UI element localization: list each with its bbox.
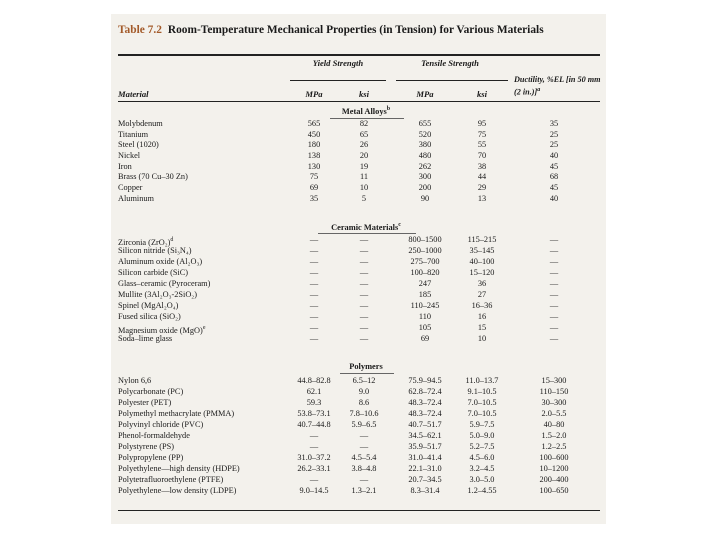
cell-tensile-ksi: 15–120 — [469, 267, 495, 277]
cell-tensile-ksi: 95 — [477, 119, 487, 128]
cell-material: Spinel (MgAl₂O₄) — [118, 300, 179, 310]
cell-ductility: 35 — [549, 119, 559, 128]
cell-tensile-mpa: 380 — [418, 140, 432, 150]
cell-tensile-ksi: 4.5–6.0 — [469, 452, 495, 462]
header-bottom-rule — [118, 101, 600, 102]
cell-ductility: 100–650 — [539, 485, 569, 495]
cell-yield-ksi: — — [359, 256, 369, 266]
cell-material: Polytetrafluoroethylene (PTFE) — [118, 474, 224, 484]
tensile-mpa-header: MPa — [416, 89, 434, 99]
cell-material: Aluminum oxide (Al₂O₃) — [118, 256, 203, 266]
cell-material: Mullite (3Al₂O₃-2SiO₂) — [118, 289, 197, 299]
cell-yield-ksi: — — [359, 267, 369, 277]
cell-material: Glass–ceramic (Pyroceram) — [118, 278, 211, 288]
cell-ductility: — — [549, 235, 559, 244]
cell-tensile-ksi: 38 — [477, 161, 487, 171]
cell-material: Copper — [118, 182, 143, 192]
cell-material: Aluminum — [118, 193, 154, 203]
section-title-metals — [296, 106, 436, 116]
table-row — [118, 398, 600, 409]
cell-ductility: — — [549, 245, 559, 255]
cell-ductility: 10–1200 — [539, 463, 569, 473]
cell-material: Molybdenum — [118, 119, 163, 128]
cell-yield-ksi: 6.5–12 — [352, 376, 376, 385]
cell-material: Titanium — [118, 129, 149, 139]
cell-material: Polyethylene—high density (HDPE) — [118, 463, 240, 473]
section-title-polymers — [296, 362, 436, 371]
polymers-rule — [340, 373, 394, 374]
cell-yield-mpa: 62.1 — [306, 386, 322, 396]
cell-tensile-mpa: 22.1–31.0 — [408, 463, 442, 473]
cell-yield-ksi: 4.5–5.4 — [351, 452, 377, 462]
cell-yield-mpa: 130 — [307, 161, 321, 171]
cell-yield-mpa: — — [309, 430, 319, 440]
cell-yield-mpa: 59.3 — [306, 397, 322, 407]
cell-yield-mpa: 40.7–44.8 — [297, 419, 331, 429]
cell-yield-ksi: 9.0 — [358, 386, 370, 396]
cell-tensile-mpa: 200 — [418, 182, 432, 192]
cell-tensile-mpa: 48.3–72.4 — [408, 397, 442, 407]
ceramics-rule — [318, 233, 416, 234]
cell-yield-ksi: — — [359, 235, 369, 244]
cell-ductility: — — [549, 289, 559, 299]
cell-yield-ksi: 65 — [359, 129, 369, 139]
table-row — [118, 257, 600, 268]
table-row — [118, 420, 600, 431]
cell-tensile-ksi: 75 — [477, 129, 487, 139]
cell-tensile-ksi: 55 — [477, 140, 487, 150]
tensile-rule — [396, 80, 508, 81]
cell-tensile-mpa: 105 — [418, 322, 432, 332]
cell-yield-mpa: 44.8–82.8 — [297, 376, 331, 385]
cell-ductility: 110–150 — [539, 386, 569, 396]
cell-material: Polymethyl methacrylate (PMMA) — [118, 408, 235, 418]
cell-tensile-ksi: 3.2–4.5 — [469, 463, 495, 473]
cell-tensile-mpa: 185 — [418, 289, 432, 299]
cell-yield-mpa: — — [309, 322, 319, 332]
table-row — [118, 376, 600, 387]
cell-material: Soda–lime glass — [118, 333, 173, 343]
cell-tensile-ksi: 11.0–13.7 — [465, 376, 499, 385]
cell-tensile-mpa: 35.9–51.7 — [408, 441, 442, 451]
ductility-footnote-mark: a — [537, 87, 541, 93]
cell-ductility: 30–300 — [541, 397, 567, 407]
cell-tensile-ksi: 35–145 — [469, 245, 495, 255]
table-row — [118, 453, 600, 464]
cell-yield-mpa: — — [309, 311, 319, 321]
cell-ductility: 68 — [549, 172, 559, 182]
cell-ductility: — — [549, 267, 559, 277]
cell-yield-mpa: 450 — [307, 129, 321, 139]
cell-ductility: — — [549, 278, 559, 288]
table-row — [118, 162, 600, 173]
table-row — [118, 464, 600, 475]
cell-yield-mpa: — — [309, 474, 319, 484]
section-ceramics-footnote-mark: c — [398, 222, 401, 228]
cell-tensile-mpa: 262 — [418, 161, 432, 171]
cell-material: Polycarbonate (PC) — [118, 386, 184, 396]
cell-ductility: 40 — [549, 150, 559, 160]
cell-material: Zirconia $(ZrO_2)^d$ — [118, 237, 174, 247]
cell-tensile-mpa: 247 — [418, 278, 432, 288]
section-title-ceramics-text: Ceramic Materials — [331, 222, 399, 232]
table-row — [118, 140, 600, 151]
cell-tensile-mpa: 655 — [418, 119, 432, 128]
cell-tensile-mpa: 62.8–72.4 — [408, 386, 442, 396]
cell-ductility: 25 — [549, 140, 559, 150]
cell-yield-mpa: 9.0–14.5 — [299, 485, 329, 495]
cell-ductility: 100–600 — [539, 452, 569, 462]
cell-tensile-ksi: 5.9–7.5 — [469, 419, 495, 429]
cell-tensile-mpa: 800–1500 — [408, 235, 442, 244]
cell-ductility: 1.2–2.5 — [541, 441, 567, 451]
table-row — [118, 268, 600, 279]
yield-rule — [290, 80, 386, 81]
cell-yield-mpa: 565 — [307, 119, 321, 128]
yield-mpa-header: MPa — [305, 89, 323, 99]
cell-tensile-ksi: 16 — [477, 311, 487, 321]
cell-material: Polypropylene (PP) — [118, 452, 184, 462]
cell-yield-mpa: — — [309, 235, 319, 244]
cell-ductility: 1.5–2.0 — [541, 430, 567, 440]
cell-yield-ksi: — — [359, 441, 369, 451]
cell-yield-ksi: 1.3–2.1 — [351, 485, 377, 495]
table-row — [118, 301, 600, 312]
table-caption — [118, 24, 598, 37]
cell-yield-ksi: 7.8–10.6 — [349, 408, 379, 418]
section-title-ceramics — [296, 222, 436, 232]
cell-tensile-mpa: 110–245 — [410, 300, 440, 310]
cell-tensile-mpa: 31.0–41.4 — [408, 452, 442, 462]
cell-yield-ksi: — — [359, 430, 369, 440]
cell-yield-mpa: — — [309, 278, 319, 288]
table-row — [118, 486, 600, 497]
cell-ductility: 25 — [549, 129, 559, 139]
cell-material: Silicon carbide (SiC) — [118, 267, 189, 277]
cell-yield-mpa: — — [309, 267, 319, 277]
cell-tensile-ksi: 44 — [477, 172, 487, 182]
cell-yield-mpa: — — [309, 245, 319, 255]
cell-material: Nickel — [118, 150, 141, 160]
cell-yield-ksi: 3.8–4.8 — [351, 463, 377, 473]
table-row — [118, 312, 600, 323]
cell-material: Polyvinyl chloride (PVC) — [118, 419, 204, 429]
table-row — [118, 151, 600, 162]
cell-tensile-mpa: 100–820 — [410, 267, 440, 277]
cell-yield-ksi: 10 — [359, 182, 369, 192]
cell-tensile-mpa: 8.3–31.4 — [410, 485, 440, 495]
material-header: Material — [118, 89, 149, 99]
table-row — [118, 442, 600, 453]
cell-yield-ksi: 5 — [361, 193, 367, 203]
cell-ductility: — — [549, 311, 559, 321]
tensile-ksi-header: ksi — [476, 89, 488, 99]
cell-ductility: — — [549, 300, 559, 310]
section-title-metals-text: Metal Alloys — [341, 106, 387, 116]
cell-tensile-mpa: 110 — [418, 311, 432, 321]
cell-tensile-mpa: 90 — [420, 193, 430, 203]
cell-material: Magnesium oxide (MgO)$^e$ — [118, 324, 206, 335]
cell-yield-mpa: 69 — [309, 182, 319, 192]
cell-ductility: 2.0–5.5 — [541, 408, 567, 418]
cell-ductility: — — [549, 256, 559, 266]
cell-tensile-mpa: 275–700 — [410, 256, 440, 266]
cell-yield-ksi: 11 — [360, 172, 368, 182]
cell-material: Steel (1020) — [118, 140, 159, 150]
cell-yield-mpa: 31.0–37.2 — [297, 452, 331, 462]
cell-ductility: 40 — [549, 193, 559, 203]
cell-material: Brass (70 Cu–30 Zn) — [118, 172, 188, 182]
section-title-polymers-text: Polymers — [349, 362, 383, 371]
tensile-strength-header: Tensile Strength — [421, 58, 479, 68]
cell-ductility: 15–300 — [541, 376, 567, 385]
footnote-mark: d — [170, 237, 174, 243]
cell-yield-mpa: — — [309, 300, 319, 310]
cell-material: Polystyrene (PS) — [118, 441, 175, 451]
table-row — [118, 290, 600, 301]
cell-material: Nylon 6,6 — [118, 376, 152, 385]
cell-yield-mpa: 35 — [309, 193, 319, 203]
yield-strength-header: Yield Strength — [312, 58, 364, 68]
cell-yield-ksi: 82 — [359, 119, 369, 128]
cell-material: Polyethylene—low density (LDPE) — [118, 485, 237, 495]
footnote-mark: e — [202, 324, 206, 331]
cell-tensile-ksi: 27 — [477, 289, 487, 299]
table-row — [118, 119, 600, 130]
caption-label: Table 7.2 — [118, 24, 162, 36]
ductility-header-text: Ductility, %EL [in 50 mm (2 in.)] — [514, 75, 601, 97]
cell-yield-ksi: 20 — [359, 150, 369, 160]
cell-yield-ksi: — — [359, 333, 369, 343]
table-row — [118, 172, 600, 183]
cell-yield-ksi: — — [359, 245, 369, 255]
yield-ksi-header: ksi — [358, 89, 370, 99]
top-rule — [118, 54, 600, 56]
cell-tensile-ksi: 16–36 — [471, 300, 493, 310]
cell-tensile-mpa: 75.9–94.5 — [408, 376, 442, 385]
cell-yield-ksi: — — [359, 311, 369, 321]
table-row — [118, 183, 600, 194]
cell-yield-ksi: 19 — [359, 161, 369, 171]
cell-tensile-ksi: 9.1–10.5 — [467, 386, 497, 396]
cell-tensile-mpa: 48.3–72.4 — [408, 408, 442, 418]
cell-ductility: 200–400 — [539, 474, 569, 484]
table-row — [118, 194, 600, 205]
cell-tensile-mpa: 520 — [418, 129, 432, 139]
cell-tensile-ksi: 5.2–7.5 — [469, 441, 495, 451]
cell-material: Fused silica (SiO₂) — [118, 311, 181, 321]
cell-yield-mpa: 138 — [307, 150, 321, 160]
cell-yield-ksi: 26 — [359, 140, 369, 150]
table-row — [118, 334, 600, 345]
cell-yield-ksi: — — [359, 300, 369, 310]
table-row — [118, 130, 600, 141]
cell-yield-ksi: 5.9–6.5 — [351, 419, 377, 429]
cell-material: Iron — [118, 161, 132, 171]
cell-yield-mpa: 180 — [307, 140, 321, 150]
cell-tensile-ksi: 13 — [477, 193, 487, 203]
caption-title: Room-Temperature Mechanical Properties (in Tension) for Various Materials — [167, 24, 544, 36]
cell-tensile-mpa: 20.7–34.5 — [408, 474, 442, 484]
cell-ductility: 45 — [549, 161, 559, 171]
cell-material: Polyester (PET) — [118, 397, 172, 407]
cell-yield-ksi: — — [359, 278, 369, 288]
table-row — [118, 431, 600, 442]
cell-tensile-ksi: 1.2–4.55 — [467, 485, 497, 495]
table-row — [118, 246, 600, 257]
table-row — [118, 409, 600, 420]
cell-tensile-mpa: 34.5–62.1 — [408, 430, 442, 440]
cell-tensile-ksi: 3.0–5.0 — [469, 474, 495, 484]
table-row — [118, 323, 600, 334]
cell-tensile-mpa: 40.7–51.7 — [408, 419, 442, 429]
cell-ductility: — — [549, 322, 559, 332]
cell-tensile-ksi: 7.0–10.5 — [467, 397, 497, 407]
cell-tensile-mpa: 480 — [418, 150, 432, 160]
cell-tensile-mpa: 69 — [420, 333, 430, 343]
cell-tensile-ksi: 15 — [477, 322, 487, 332]
cell-yield-ksi: — — [359, 289, 369, 299]
cell-material: Silicon nitride (Si₃N₄) — [118, 245, 192, 255]
table-row — [118, 387, 600, 398]
table-bottom-rule — [118, 510, 600, 511]
cell-material: Phenol-formaldehyde — [118, 430, 190, 440]
cell-yield-ksi: — — [359, 322, 369, 332]
cell-yield-mpa: — — [309, 256, 319, 266]
cell-ductility: — — [549, 333, 559, 343]
cell-tensile-mpa: 250–1000 — [408, 245, 442, 255]
cell-tensile-ksi: 29 — [477, 182, 487, 192]
cell-yield-ksi: — — [359, 474, 369, 484]
cell-yield-mpa: 75 — [309, 172, 319, 182]
cell-ductility: 40–80 — [543, 419, 565, 429]
cell-tensile-mpa: 300 — [418, 172, 432, 182]
cell-tensile-ksi: 36 — [477, 278, 487, 288]
cell-yield-mpa: 53.8–73.1 — [297, 408, 331, 418]
section-metals-footnote-mark: b — [386, 106, 391, 112]
cell-yield-mpa: — — [309, 441, 319, 451]
ductility-header — [514, 74, 606, 98]
cell-tensile-ksi: 5.0–9.0 — [469, 430, 495, 440]
cell-yield-ksi: 8.6 — [358, 397, 370, 407]
cell-tensile-ksi: 70 — [477, 150, 487, 160]
cell-ductility: 45 — [549, 182, 559, 192]
cell-tensile-ksi: 10 — [477, 333, 487, 343]
table-row — [118, 279, 600, 290]
cell-yield-mpa: 26.2–33.1 — [297, 463, 331, 473]
cell-yield-mpa: — — [309, 333, 319, 343]
table-row — [118, 235, 600, 246]
cell-tensile-ksi: 115–215 — [467, 235, 497, 244]
cell-tensile-ksi: 7.0–10.5 — [467, 408, 497, 418]
table-row — [118, 475, 600, 486]
cell-tensile-ksi: 40–100 — [469, 256, 495, 266]
cell-yield-mpa: — — [309, 289, 319, 299]
